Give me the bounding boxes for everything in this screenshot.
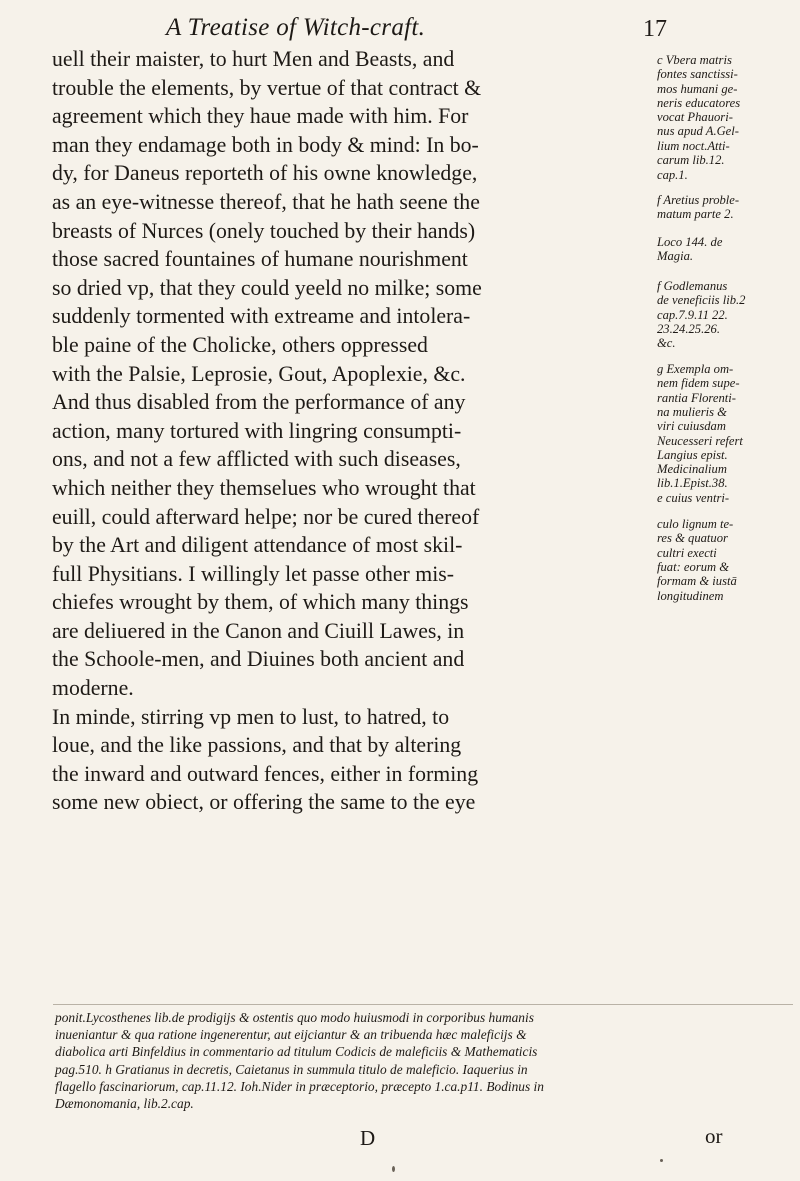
body-text-line: the Schoole-men, and Diuines both ancient and	[52, 647, 465, 672]
body-text-line: In minde, stirring vp men to lust, to hatred, to	[52, 704, 450, 729]
body-text-line: by the Art and diligent attendance of most skil-	[52, 533, 463, 558]
marginal-note-line: g Exempla om-	[657, 362, 734, 376]
main-text-block	[52, 45, 652, 817]
marginal-note-line: nem fidem supe-	[657, 376, 740, 391]
body-text-line: uell their maister, to hurt Men and Beasts, and	[52, 47, 455, 71]
marginal-note-line: fontes sanctissi-	[657, 67, 738, 82]
marginal-note-line: Medicinalium	[657, 462, 727, 477]
marginal-note-line: fuat: eorum &	[657, 559, 730, 574]
ink-speck	[660, 1159, 663, 1162]
footnote-line: ponit.Lycosthenes lib.de prodigijs & ostentis quo modo huiusmodi in corporibus humanis	[55, 1010, 534, 1025]
ink-speck	[392, 1166, 395, 1172]
body-text-line: loue, and the like passions, and that by altering	[52, 733, 462, 758]
marginal-note-line: mos humani ge-	[657, 81, 738, 96]
marginal-note-line: carum lib.12.	[657, 152, 725, 167]
body-text-line: some new obiect, or offering the same to the eye	[52, 790, 476, 815]
marginal-note-line: Magia.	[657, 249, 694, 264]
footnotes-block	[55, 1009, 795, 1112]
running-header	[88, 8, 688, 48]
marginal-note-line: e cuius ventri-	[657, 490, 730, 505]
marginal-note-line: Loco 144. de	[657, 235, 723, 249]
marginal-note-line: cap.7.9.11 22.	[657, 307, 728, 322]
body-text-line: the inward and outward fences, either in forming	[52, 761, 479, 786]
marginal-note-line: formam & iustā	[657, 574, 737, 589]
marginal-note-line: viri cuiusdam	[657, 419, 726, 434]
body-text-line: suddenly tormented with extreame and intolera-	[52, 304, 471, 329]
footnote-line: Dæmonomania, lib.2.cap.	[55, 1095, 194, 1111]
marginal-note-line: nus apud A.Gel-	[657, 124, 739, 139]
marginal-note-line: &c.	[657, 336, 676, 351]
body-text-line: ons, and not a few afflicted with such diseases,	[52, 447, 461, 472]
page-number: 17	[643, 16, 667, 42]
catchword: or	[705, 1124, 723, 1148]
body-text-line: with the Palsie, Leprosie, Gout, Apoplexie, &c.	[52, 361, 466, 386]
body-text-line: full Physitians. I willingly let passe other mis-	[52, 561, 454, 586]
marginal-note-line: 23.24.25.26.	[657, 321, 720, 336]
body-text-line: are deliuered in the Canon and Ciuill Lawes, in	[52, 618, 465, 643]
footnote-line: inueniantur & qua ratione ingenerentur, aut eijciantur & an tribuenda hæc maleficijs &	[55, 1027, 527, 1043]
body-text-line: which neither they themselues who wrought that	[52, 475, 476, 500]
body-text-line: And thus disabled from the performance of any	[52, 390, 466, 415]
marginal-note-line: matum parte 2.	[657, 207, 734, 222]
marginal-note-line: vocat Phauori-	[657, 110, 733, 124]
body-text-line: man they endamage both in body & mind: In bo-	[52, 132, 479, 157]
body-text-line: agreement which they haue made with him. For	[52, 104, 469, 129]
marginal-note-line: na mulieris &	[657, 404, 727, 419]
body-text-line: so dried vp, that they could yeeld no milke; some	[52, 275, 482, 300]
marginal-note-line: cap.1.	[657, 168, 688, 182]
footnote-line: flagello fascinariorum, cap.11.12. Ioh.Nider in præceptorio, præcepto 1.ca.p11. Bodinus in	[55, 1078, 544, 1094]
marginal-note-line: rantia Florenti-	[657, 390, 736, 405]
footnote-divider	[53, 1004, 793, 1005]
marginal-note-line: res & quatuor	[657, 531, 728, 546]
body-text-line: dy, for Daneus reporteth of his owne knowledge,	[52, 161, 478, 186]
body-text-line: action, many tortured with lingring consumpti-	[52, 418, 462, 443]
marginal-note-line: lium noct.Atti-	[657, 138, 730, 153]
body-text-line: trouble the elements, by vertue of that contract &	[52, 75, 482, 100]
body-text-line: chiefes wrought by them, of which many things	[52, 590, 469, 615]
running-title: A Treatise of Witch-craft.	[166, 14, 426, 41]
marginal-note-line: neris educatores	[657, 95, 741, 110]
body-text-line: as an eye-witnesse thereof, that he hath seene the	[52, 189, 480, 214]
body-text-line: breasts of Nurces (onely touched by their hands)	[52, 218, 476, 243]
marginal-note-line: longitudinem	[657, 588, 724, 603]
marginal-note-line: culo lignum te-	[657, 517, 734, 531]
body-text-line: those sacred fountaines of humane nourishment	[52, 247, 468, 272]
body-text-line: euill, could afterward helpe; nor be cured thereof	[52, 504, 480, 529]
marginal-note-line: f Godlemanus	[657, 279, 728, 293]
marginal-note-line: Neucesseri refert	[657, 433, 743, 448]
body-text-line: moderne.	[52, 676, 134, 701]
signature-mark: D	[360, 1126, 376, 1150]
body-text-line: ble paine of the Cholicke, others oppressed	[52, 332, 428, 357]
footnote-line: diabolica arti Binfeldius in commentario ad titulum Codicis de maleficiis & Mathematicis	[55, 1044, 538, 1060]
marginal-note-line: lib.1.Epist.38.	[657, 476, 728, 491]
marginal-note-line: cultri execti	[657, 545, 717, 560]
marginal-note-line: de veneficiis lib.2	[657, 293, 746, 308]
marginal-note-line: c Vbera matris	[657, 53, 732, 67]
footnote-line: pag.510. h Gratianus in decretis, Caietanus in summula titulo de maleficio. Iaquerius in	[55, 1061, 528, 1077]
marginal-note-line: f Aretius proble-	[657, 193, 740, 207]
marginal-note-line: Langius epist.	[657, 447, 728, 462]
